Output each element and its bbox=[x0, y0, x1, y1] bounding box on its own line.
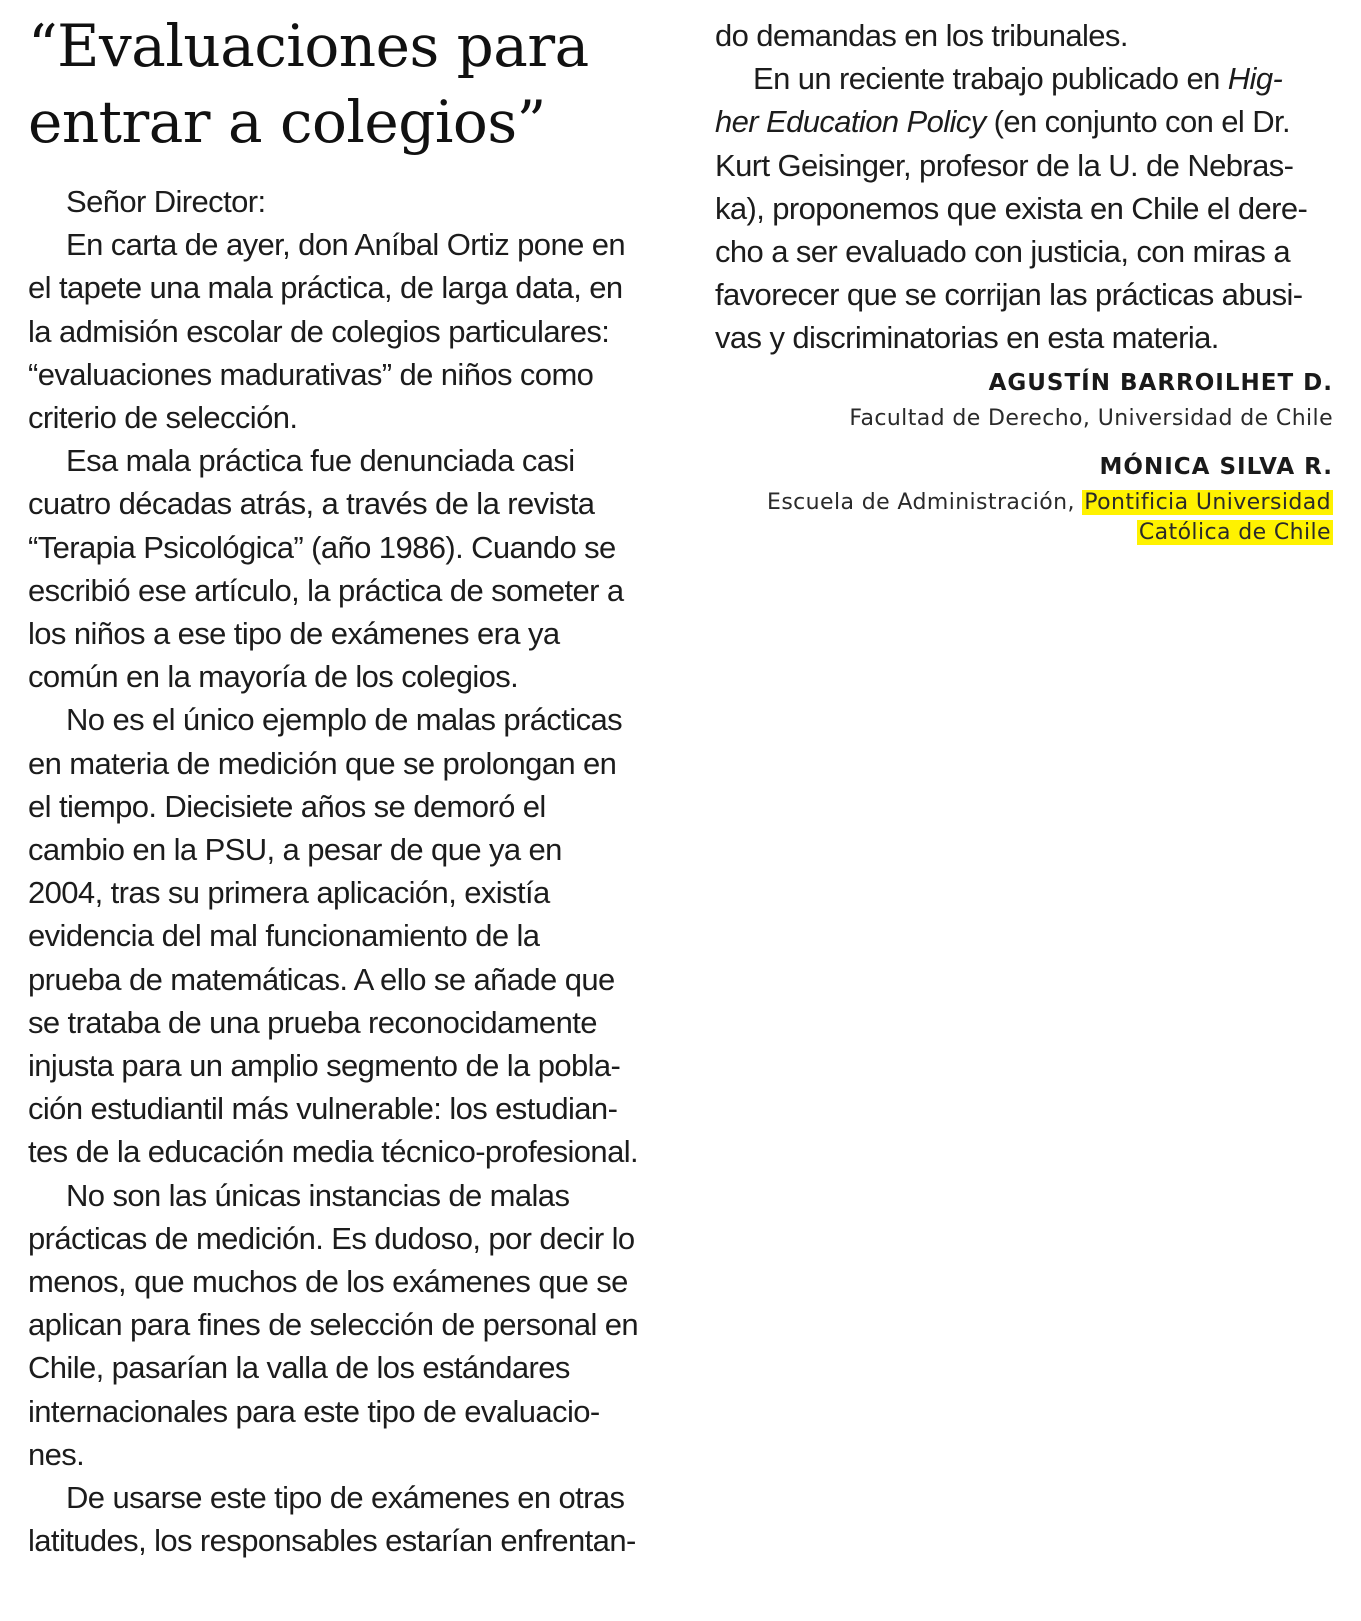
body-line: la admisión escolar de colegios particulares: bbox=[28, 313, 610, 349]
body-line bbox=[715, 57, 1333, 100]
title-line: entrar a colegios” bbox=[28, 88, 546, 156]
journal-name-part: her Education Policy bbox=[715, 104, 986, 140]
left-column bbox=[28, 0, 648, 1563]
body-line: injusta para un amplio segmento de la pobla- bbox=[28, 1048, 621, 1084]
highlighted-text: Católica de Chile bbox=[1138, 519, 1331, 545]
body-line: el tiempo. Diecisiete años se demoró el bbox=[28, 788, 546, 824]
body-line: En carta de ayer, don Aníbal Ortiz pone en bbox=[66, 227, 626, 263]
right-body-lines bbox=[715, 144, 1333, 360]
body-line: cuatro décadas atrás, a través de la revista bbox=[28, 486, 595, 522]
body-line: prácticas de medición. Es dudoso, por decir lo bbox=[28, 1220, 635, 1256]
body-line: No es el único ejemplo de malas prácticas bbox=[66, 702, 623, 738]
signer-name: AGUSTÍN BARROILHET D. bbox=[988, 369, 1333, 396]
right-column bbox=[715, 0, 1333, 560]
body-line: ka), proponemos que exista en Chile el dere- bbox=[715, 190, 1308, 226]
body-line: vas y discriminatorias en esta materia. bbox=[715, 320, 1219, 356]
body-line: Esa mala práctica fue denunciada casi bbox=[66, 443, 575, 479]
body-line: latitudes, los responsables estarían enfrentan- bbox=[28, 1523, 636, 1559]
body-line: el tapete una mala práctica, de larga data, en bbox=[28, 270, 623, 306]
body-text: En un reciente trabajo publicado en bbox=[753, 61, 1228, 97]
salutation: Señor Director: bbox=[66, 184, 266, 219]
body-line: internacionales para este tipo de evaluacio- bbox=[28, 1393, 600, 1429]
body-line: do demandas en los tribunales. bbox=[715, 18, 1128, 53]
signer-name: MÓNICA SILVA R. bbox=[1099, 453, 1333, 480]
body-line: en materia de medición que se prolongan en bbox=[28, 745, 617, 781]
signature-block bbox=[715, 362, 1333, 548]
body-line: favorecer que se corrijan las prácticas abusi- bbox=[715, 277, 1303, 313]
body-line: tes de la educación media técnico-profesional. bbox=[28, 1134, 639, 1170]
body-line: escribió ese artículo, la práctica de someter a bbox=[28, 572, 624, 608]
body-line: nes. bbox=[28, 1436, 85, 1472]
body-line: prueba de matemáticas. A ello se añade que bbox=[28, 961, 615, 997]
highlighted-text: Pontificia Universidad bbox=[1084, 489, 1331, 515]
letter-body-left bbox=[28, 180, 648, 1563]
journal-name-part: Hig- bbox=[1227, 61, 1283, 97]
body-line: se trataba de una prueba reconocidamente bbox=[28, 1004, 597, 1040]
body-line: “Terapia Psicológica” (año 1986). Cuando se bbox=[28, 529, 616, 565]
signer-affiliation bbox=[715, 488, 1333, 548]
body-line: menos, que muchos de los exámenes que se bbox=[28, 1264, 628, 1300]
body-line: De usarse este tipo de exámenes en otras bbox=[66, 1480, 625, 1516]
affiliation-text: Escuela de Administración, bbox=[767, 489, 1083, 515]
body-line: aplican para fines de selección de personal en bbox=[28, 1307, 639, 1343]
body-line: cambio en la PSU, a pesar de que ya en bbox=[28, 832, 562, 868]
body-line: Kurt Geisinger, profesor de la U. de Nebras- bbox=[715, 147, 1294, 183]
body-line bbox=[715, 100, 1333, 143]
body-line: 2004, tras su primera aplicación, existía bbox=[28, 875, 550, 911]
letter-body-right bbox=[715, 14, 1333, 360]
body-line: cho a ser evaluado con justicia, con miras a bbox=[715, 234, 1290, 270]
signer-affiliation: Facultad de Derecho, Universidad de Chile bbox=[849, 405, 1333, 431]
body-text: (en conjunto con el Dr. bbox=[985, 104, 1291, 140]
body-line: evidencia del mal funcionamiento de la bbox=[28, 918, 540, 954]
left-body-lines bbox=[28, 223, 648, 1562]
title-line: “Evaluaciones para bbox=[28, 12, 589, 80]
body-line: “evaluaciones madurativas” de niños como bbox=[28, 356, 594, 392]
body-line: común en la mayoría de los colegios. bbox=[28, 659, 519, 695]
body-line: No son las únicas instancias de malas bbox=[66, 1177, 570, 1213]
letter-title bbox=[28, 8, 648, 160]
body-line: ción estudiantil más vulnerable: los estudian- bbox=[28, 1091, 618, 1127]
body-line: Chile, pasarían la valla de los estándares bbox=[28, 1350, 570, 1386]
body-line: criterio de selección. bbox=[28, 400, 298, 436]
body-line: los niños a ese tipo de exámenes era ya bbox=[28, 616, 560, 652]
